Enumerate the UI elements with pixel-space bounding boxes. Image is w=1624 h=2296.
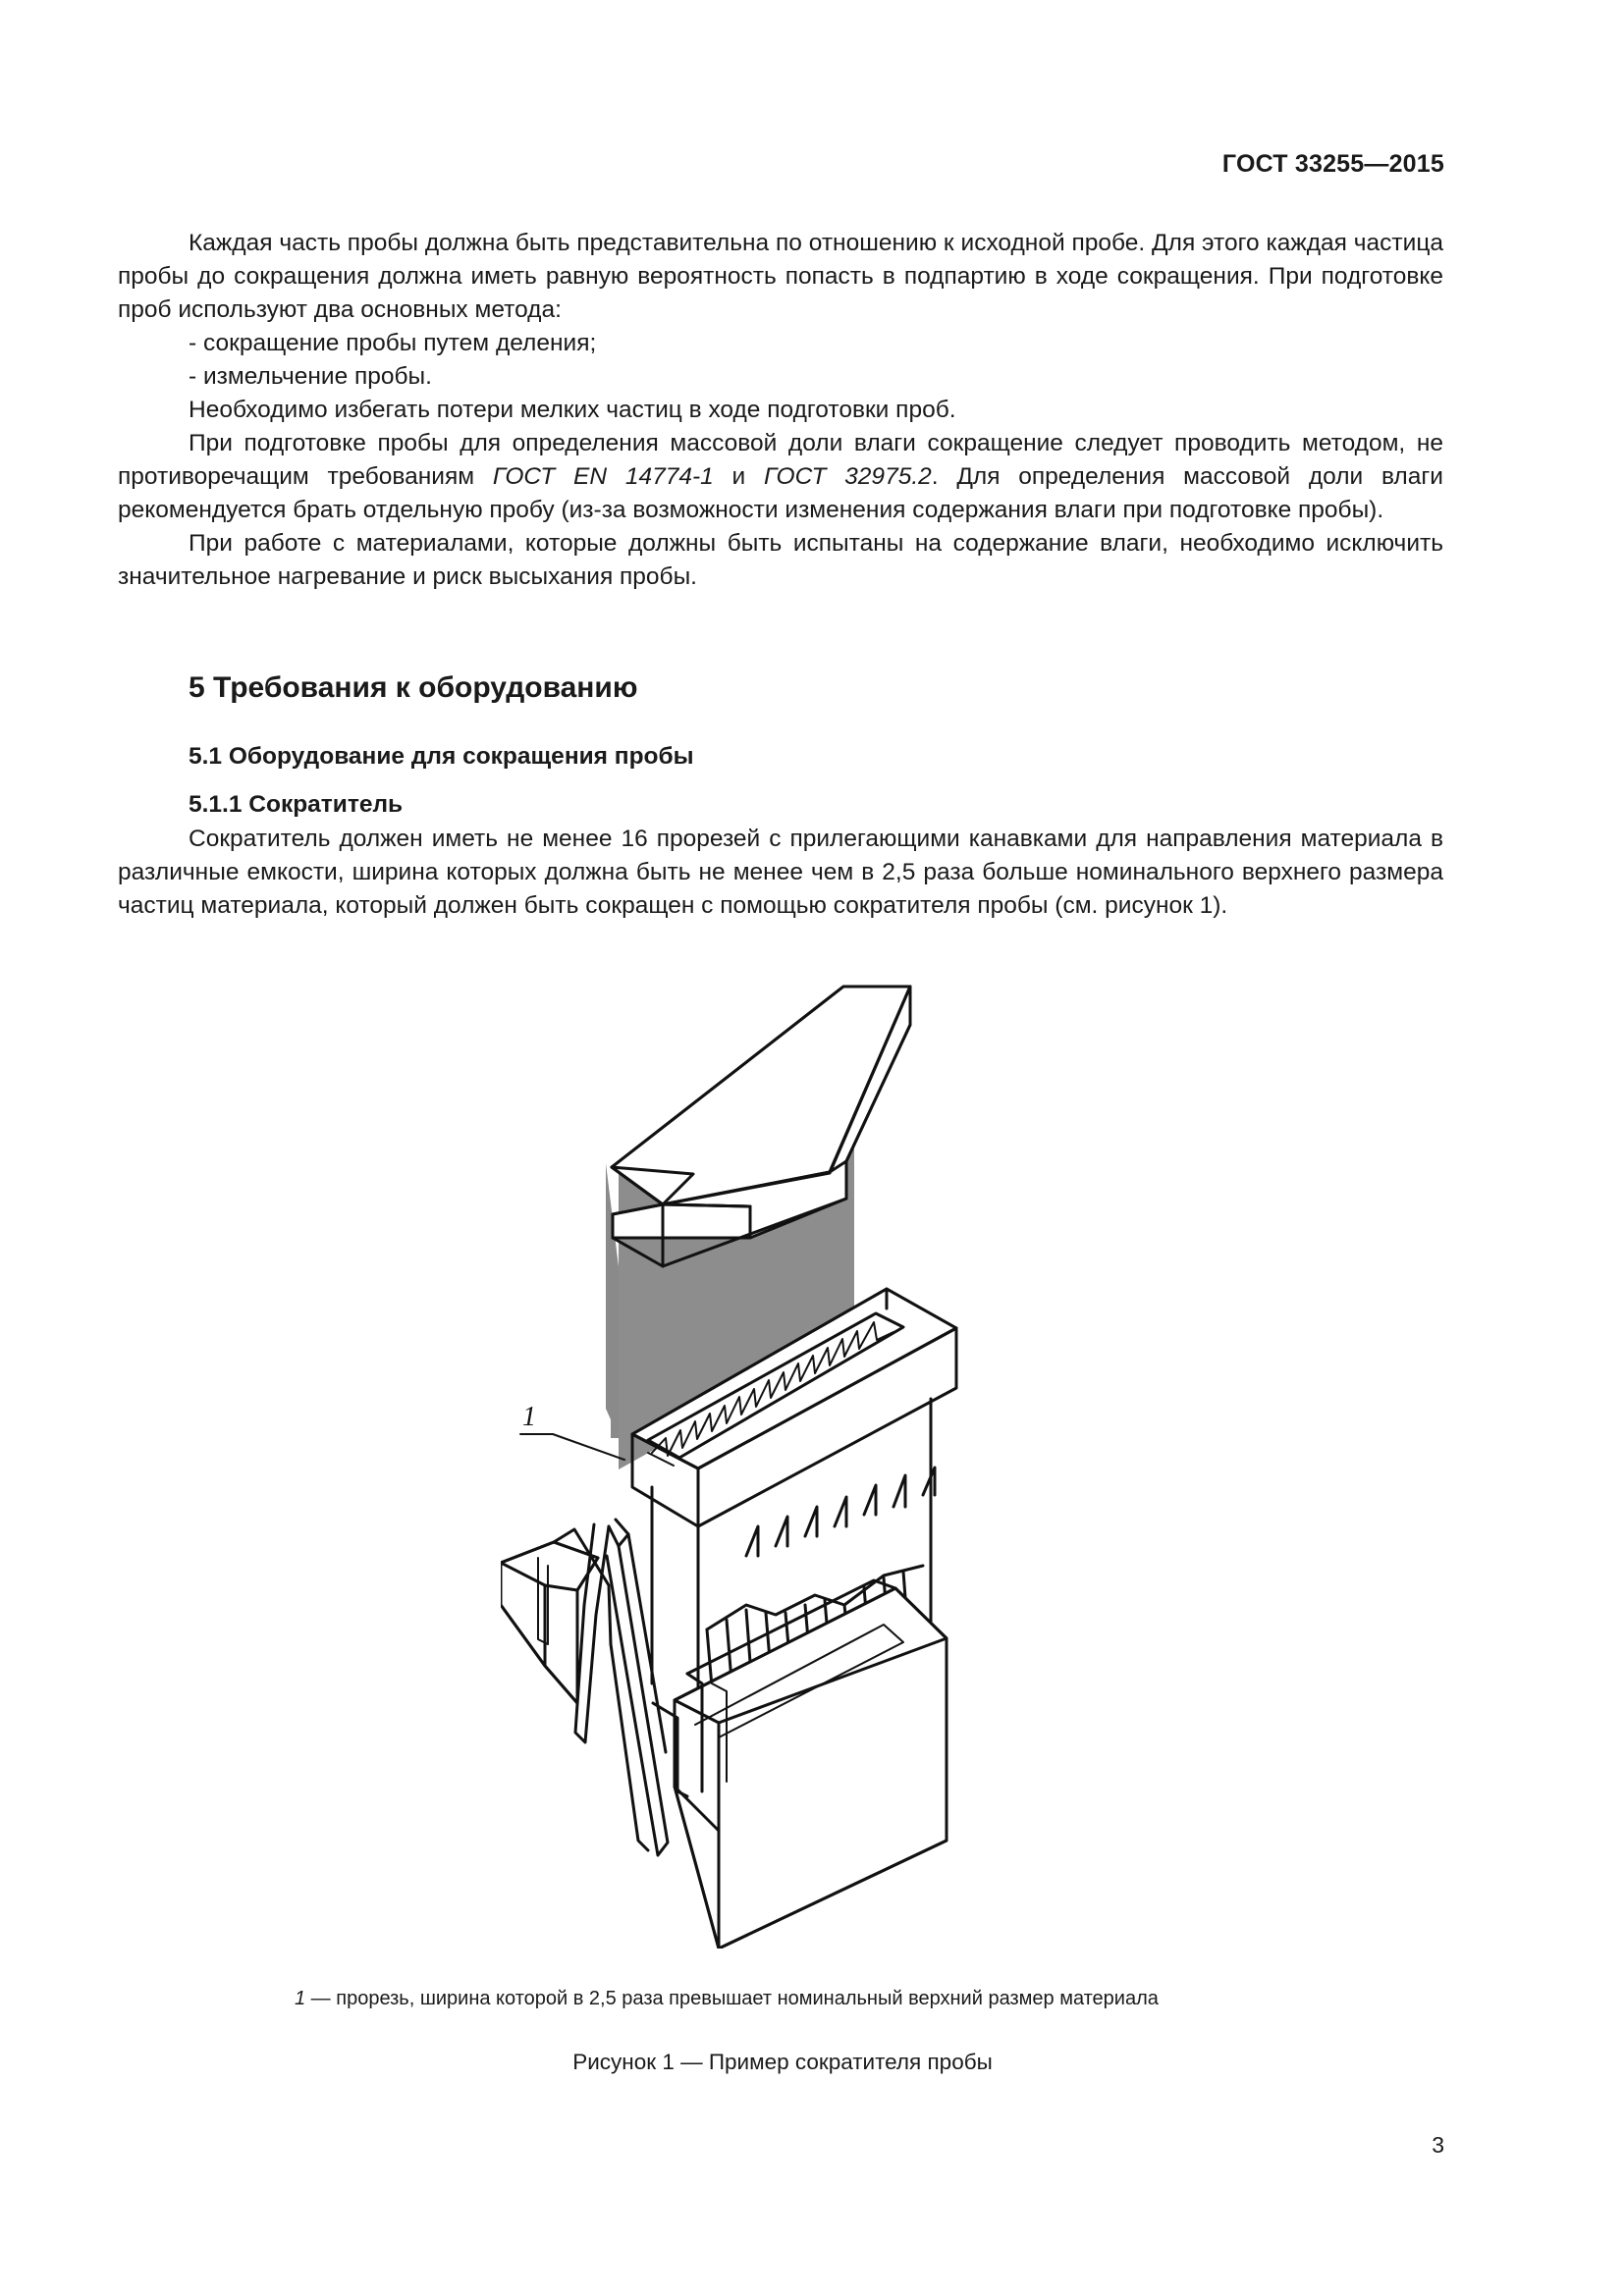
- riffle-divider-drawing: [501, 977, 1070, 1949]
- reference-gost-32975: ГОСТ 32975.2: [764, 463, 932, 490]
- callout-label: 1: [522, 1402, 536, 1432]
- figure-caption: [0, 2050, 1624, 2075]
- paragraph-fine-particles: Необходимо избегать потери мелких частиц в ходе подготовки проб.: [189, 397, 956, 423]
- moisture-text-end: . Для определения массовой доли влаги рекомендуется брать отдельную пробу (из-за возможности изменения содержания влаги при подготовке пробы).: [118, 463, 1443, 523]
- legend-text: — прорезь, ширина которой в 2,5 раза превышает номинальный верхний размер материала: [305, 1988, 1159, 2009]
- moisture-text-start: При подготовке пробы для определения массовой доли влаги сокращение следует проводить методом, не противоречащим требованиям: [118, 430, 1443, 490]
- list-item-grinding: - измельчение пробы.: [189, 363, 432, 390]
- riffle-text: [118, 823, 1443, 923]
- callout-leader: [520, 1434, 624, 1460]
- paragraph-representativeness: Каждая часть пробы должна быть представительна по отношению к исходной пробе. Для этого каждая частица пробы до сокращения должна иметь равную вероятность попасть в подпартию в ходе сокращения. При подготовке проб используют два основных метода:: [118, 230, 1443, 323]
- document-code: ГОСТ 33255—2015: [1221, 150, 1444, 178]
- intro-text: [118, 227, 1443, 594]
- paragraph-moisture: [118, 427, 1443, 527]
- figure-legend: [295, 1988, 1159, 2010]
- paragraph-riffle-requirements: Сократитель должен иметь не менее 16 прорезей с прилегающими канавками для направления материала в различные емкости, ширина которых должна быть не менее чем в 2,5 раза больше номинального верхнего размера частиц материала, который должен быть сокращен с помощью сократителя пробы (см. рисунок 1).: [118, 826, 1443, 919]
- subsection-heading: 5.1 Оборудование для сокращения пробы: [189, 743, 694, 770]
- figure-caption-text: Рисунок 1 — Пример сократителя пробы: [572, 2050, 993, 2074]
- legend-number: 1: [295, 1988, 306, 2009]
- section-heading: 5 Требования к оборудованию: [189, 671, 638, 704]
- paragraph-heating: При работе с материалами, которые должны быть испытаны на содержание влаги, необходимо исключить значительное нагревание и риск высыхания пробы.: [118, 530, 1443, 590]
- reference-gost-en: ГОСТ EN 14774-1: [492, 463, 714, 490]
- riffle-divider-figure: [501, 977, 1070, 1949]
- list-item-division: - сокращение пробы путем деления;: [189, 330, 597, 356]
- subsubsection-heading: 5.1.1 Сократитель: [189, 791, 404, 818]
- right-receiver-pan: [675, 1588, 947, 1949]
- moisture-text-and: и: [713, 463, 764, 490]
- feed-hopper: [612, 987, 910, 1266]
- page-number: 3: [1432, 2132, 1444, 2158]
